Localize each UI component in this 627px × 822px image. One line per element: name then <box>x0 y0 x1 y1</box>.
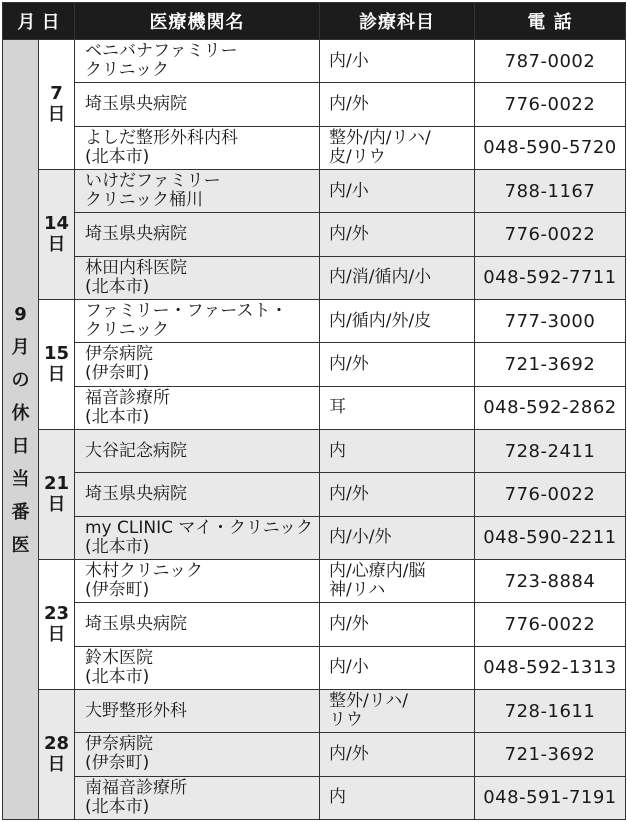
facility-name-line: 南福音診療所 <box>85 777 187 798</box>
department-line: 内/外 <box>329 93 369 114</box>
department-cell <box>320 126 475 169</box>
table-row <box>3 559 626 602</box>
facility-name-cell <box>75 256 320 299</box>
table-row <box>3 646 626 689</box>
facility-name-line: 福音診療所 <box>85 387 170 408</box>
facility-name-cell <box>75 343 320 386</box>
table-row <box>3 516 626 559</box>
phone-cell: 776-0022 <box>475 473 626 516</box>
phone-cell: 777-3000 <box>475 299 626 342</box>
day-number: 23 <box>43 603 70 625</box>
day-number: 15 <box>43 343 70 365</box>
day-unit: 日 <box>47 104 66 126</box>
header-month-day: 月 日 <box>3 3 75 40</box>
day-cell <box>39 40 75 170</box>
day-unit: 日 <box>47 234 66 256</box>
day-cell <box>39 299 75 429</box>
facility-name-line: (伊奈町) <box>85 580 150 601</box>
day-cell <box>39 559 75 689</box>
header-facility: 医療機関名 <box>75 3 320 40</box>
table-row <box>3 256 626 299</box>
table-row <box>3 126 626 169</box>
facility-name-cell <box>75 516 320 559</box>
department-line: 内/外 <box>329 743 369 764</box>
phone-cell: 788-1167 <box>475 169 626 212</box>
department-cell <box>320 386 475 429</box>
facility-name-line: 伊奈病院 <box>85 344 153 365</box>
facility-name-line: クリニック桶川 <box>85 190 203 211</box>
phone-cell: 787-0002 <box>475 40 626 83</box>
facility-name-line: クリニック <box>85 60 169 81</box>
facility-name-cell <box>75 559 320 602</box>
facility-name-line: 伊奈病院 <box>85 734 153 755</box>
department-cell <box>320 169 475 212</box>
table-row <box>3 776 626 819</box>
table-row <box>3 343 626 386</box>
phone-cell: 728-1611 <box>475 689 626 732</box>
department-line: 内/外 <box>329 353 369 374</box>
department-cell <box>320 646 475 689</box>
facility-name-cell <box>75 776 320 819</box>
month-label-char: 番 <box>11 501 30 523</box>
facility-name-line: 木村クリニック <box>85 561 203 582</box>
table-row <box>3 429 626 472</box>
facility-name-cell <box>75 126 320 169</box>
month-label-char: 日 <box>11 435 30 457</box>
facility-name-line: (北本市) <box>85 406 150 427</box>
facility-name-line: 大谷記念病院 <box>85 440 187 461</box>
department-cell <box>320 473 475 516</box>
phone-cell: 721-3692 <box>475 733 626 776</box>
department-cell <box>320 733 475 776</box>
month-label-cell <box>3 40 39 820</box>
day-number: 7 <box>50 83 63 105</box>
facility-name-cell <box>75 646 320 689</box>
facility-name-line: よしだ整形外科内科 <box>85 127 238 148</box>
table-row <box>3 40 626 83</box>
phone-cell: 776-0022 <box>475 603 626 646</box>
department-line: 内/外 <box>329 483 369 504</box>
table-row <box>3 689 626 732</box>
month-label-char: 月 <box>11 336 30 358</box>
department-line: 内 <box>329 787 346 808</box>
facility-name-cell <box>75 299 320 342</box>
holiday-doctor-table <box>2 2 626 820</box>
phone-cell: 048-592-2862 <box>475 386 626 429</box>
department-cell <box>320 256 475 299</box>
facility-name-line: 埼玉県央病院 <box>85 93 187 114</box>
month-label-char: 医 <box>11 534 30 556</box>
department-line: 神/リハ <box>329 580 386 601</box>
facility-name-cell <box>75 689 320 732</box>
department-line: 内/外 <box>329 613 369 634</box>
department-line: 内/小 <box>329 50 369 71</box>
month-label-char: の <box>11 369 30 391</box>
facility-name-line: 大野整形外科 <box>85 700 187 721</box>
facility-name-line: 林田内科医院 <box>85 257 187 278</box>
month-label-char: 9 <box>14 303 27 325</box>
facility-name-line: (北本市) <box>85 276 150 297</box>
phone-cell: 048-590-2211 <box>475 516 626 559</box>
facility-name-cell <box>75 169 320 212</box>
department-cell <box>320 40 475 83</box>
phone-cell: 728-2411 <box>475 429 626 472</box>
facility-name-cell <box>75 83 320 126</box>
table-row <box>3 169 626 212</box>
facility-name-line: クリニック <box>85 320 169 341</box>
facility-name-line: 鈴木医院 <box>85 647 153 668</box>
day-unit: 日 <box>47 364 66 386</box>
department-line: リウ <box>329 710 363 731</box>
month-label-char: 当 <box>11 468 30 490</box>
department-line: 内/小 <box>329 180 369 201</box>
day-number: 21 <box>43 473 70 495</box>
department-cell <box>320 516 475 559</box>
department-cell <box>320 343 475 386</box>
department-cell <box>320 83 475 126</box>
table-row <box>3 473 626 516</box>
table-body <box>3 40 626 820</box>
department-line: 整外/内/リハ/ <box>329 127 431 148</box>
facility-name-line: my CLINIC マイ・クリニック <box>85 517 314 538</box>
facility-name-line: (北本市) <box>85 666 150 687</box>
department-line: 耳 <box>329 397 346 418</box>
phone-cell: 048-591-7191 <box>475 776 626 819</box>
phone-cell: 048-592-1313 <box>475 646 626 689</box>
day-unit: 日 <box>47 624 66 646</box>
facility-name-line: ファミリー・ファースト・ <box>85 301 288 322</box>
facility-name-cell <box>75 40 320 83</box>
department-cell <box>320 776 475 819</box>
phone-cell: 776-0022 <box>475 213 626 256</box>
facility-name-line: (伊奈町) <box>85 753 150 774</box>
facility-name-cell <box>75 603 320 646</box>
header-row <box>3 3 626 40</box>
department-line: 内/小 <box>329 657 369 678</box>
facility-name-cell <box>75 213 320 256</box>
header-department: 診療科目 <box>320 3 475 40</box>
day-number: 14 <box>43 213 70 235</box>
department-line: 内/心療内/脳 <box>329 561 426 582</box>
facility-name-line: (北本市) <box>85 536 150 557</box>
facility-name-line: いけだファミリー <box>85 171 221 192</box>
department-line: 皮/リウ <box>329 146 386 167</box>
department-line: 内/循内/外/皮 <box>329 310 432 331</box>
phone-cell: 723-8884 <box>475 559 626 602</box>
department-cell <box>320 689 475 732</box>
facility-name-line: (北本市) <box>85 796 150 817</box>
table-row <box>3 299 626 342</box>
department-line: 内/消/循内/小 <box>329 267 432 288</box>
day-cell <box>39 169 75 299</box>
facility-name-cell <box>75 473 320 516</box>
department-cell <box>320 559 475 602</box>
department-line: 整外/リハ/ <box>329 691 408 712</box>
day-unit: 日 <box>47 494 66 516</box>
department-cell <box>320 299 475 342</box>
phone-cell: 048-590-5720 <box>475 126 626 169</box>
phone-cell: 776-0022 <box>475 83 626 126</box>
phone-cell: 721-3692 <box>475 343 626 386</box>
department-line: 内/外 <box>329 223 369 244</box>
department-cell <box>320 603 475 646</box>
table-row <box>3 733 626 776</box>
department-cell <box>320 429 475 472</box>
day-number: 28 <box>43 733 70 755</box>
table-row <box>3 603 626 646</box>
facility-name-cell <box>75 386 320 429</box>
table-row <box>3 83 626 126</box>
day-cell <box>39 689 75 819</box>
facility-name-line: 埼玉県央病院 <box>85 483 187 504</box>
department-line: 内 <box>329 440 346 461</box>
table-row <box>3 213 626 256</box>
header-phone: 電 話 <box>475 3 626 40</box>
facility-name-line: 埼玉県央病院 <box>85 223 187 244</box>
facility-name-line: 埼玉県央病院 <box>85 613 187 634</box>
day-cell <box>39 429 75 559</box>
facility-name-line: ベニバナファミリー <box>85 41 238 62</box>
department-cell <box>320 213 475 256</box>
month-label-char: 休 <box>11 402 30 424</box>
day-unit: 日 <box>47 754 66 776</box>
facility-name-line: (伊奈町) <box>85 363 150 384</box>
phone-cell: 048-592-7711 <box>475 256 626 299</box>
department-line: 内/小/外 <box>329 527 392 548</box>
facility-name-cell <box>75 429 320 472</box>
facility-name-cell <box>75 733 320 776</box>
table-row <box>3 386 626 429</box>
facility-name-line: (北本市) <box>85 146 150 167</box>
